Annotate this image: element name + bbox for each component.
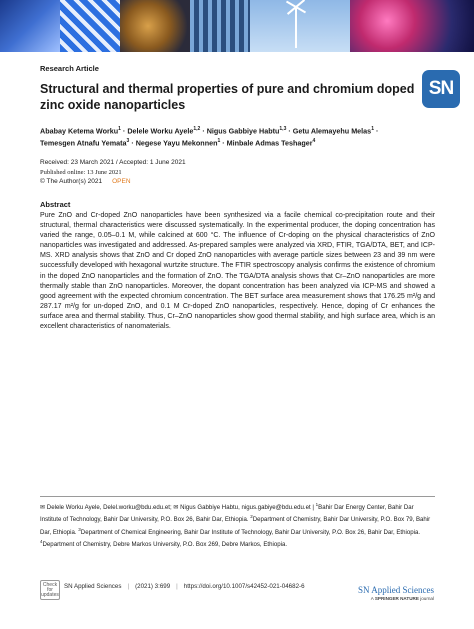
banner-image-4 [190,0,250,52]
author-name[interactable]: Getu Alemayehu Melas [292,126,372,136]
author-affiliation-mark: 1,2 [193,126,201,132]
published-date: Published online: 13 June 2021 [40,168,122,176]
banner-image-wind-turbine [250,0,350,52]
copyright-text: © The Author(s) 2021 [40,178,103,185]
journal-brand [334,585,434,601]
doi-link[interactable]: https://doi.org/10.1007/s42452-021-04682-6 [183,583,305,590]
copyright-line [40,177,186,187]
sn-journal-logo[interactable]: SN [422,70,460,108]
brand-subline: A SPRINGER NATURE journal [370,596,434,601]
author-name[interactable]: Ababay Ketema Worku [40,126,119,136]
author-affiliation-mark: 4 [312,138,316,145]
article-history [40,158,186,187]
banner-image-2 [60,0,120,52]
open-access-badge[interactable]: OPEN [112,178,131,185]
article-type: Research Article [40,64,99,73]
author-name[interactable]: Temesgen Atnafu Yemata [40,138,127,148]
affiliation-2: Department of Chemistry, Bahir Dar University, P.O. Box 79, Bahir Dar, Ethiopia. [40,516,431,536]
footnote-divider [40,496,435,497]
banner-image-6 [350,0,474,52]
author-affiliation-mark: 1 [371,126,374,132]
correspondence-footnote [40,500,435,549]
received-accepted-dates: Received: 23 March 2021 / Accepted: 1 June 2021 [40,159,186,166]
author-name[interactable]: Minbale Admas Teshager [226,138,313,148]
affiliation-4: Department of Chemistry, Debre Markos University, P.O. Box 269, Debre Markos, Ethiopia. [42,541,288,549]
check-for-updates-badge[interactable]: Check for updates [40,580,60,600]
affiliation-3: Department of Chemical Engineering, Bahir Dar Institute of Technology, Bahir Dar University, P.O. Box 26, Bahir Dar, Ethiopia. [80,528,421,536]
author-line-1: Ababay Ketema Worku$^1$ · Delele Worku Ayele$^{1,2}$ · Nigus Gabbiye Habtu$^{1,3}$ · Getu Alemayehu Melas$^1$ · [40,126,379,136]
author-affiliation-mark: 1 [118,126,121,132]
publisher-name: SPRINGER NATURE [374,596,419,601]
author-affiliation-mark: 1 [217,138,221,145]
abstract-text: Pure ZnO and Cr-doped ZnO nanoparticles have been synthesized via a facile chemical co-precipitation route and their structural, thermal characteristics were discussed systematically. In the experimental producer, the doping concentration has varied the range, 0.05–0.1 M, while calcined at 600 °C. The influence of Cr-doping on the physical characteristics of ZnO nanoparticles was investigated and addressed. As-prepared samples were analyzed via XRD, FTIR, TGA/DTA, BET, and ICP-MS. XRD analysis shows that ZnO and Cr doped ZnO nanoparticles with average particle sizes between 23 and 39 nm were successfully developed with hexagonal wurtzite structure. The FTIR spectroscopy analysis confirms the existence of chromium in the doped ZnO nanoparticles and the formation of ZnO. The TGA/DTA analysis shows that Cr–ZnO nanoparticles are more thermally stable than ZnO nanoparticles. Moreover, the dopant concentration has been analyzed via ICP-MS and showed a good agreement with the expected chromium concentration. The BET surface area measurement shows that 176.25 m²/g and 287.17 m²/g for un-doped ZnO, and 0.1 M Cr-doped ZnO nanoparticles, respectively. Hence, doping of Cr enhances the surface area and thermal stability. Thus, Cr–ZnO nanoparticles show good thermal stability, and high surface area, which is an excellent characteristics of nanomaterials. [40,212,435,331]
affiliation-mark: 1 [315,502,319,507]
banner-image-1 [0,0,60,52]
author-list [40,124,430,149]
affiliation-mark: 4 [40,538,43,544]
author-line-2: Temesgen Atnafu Yemata$^3$ · Negese Yayu Mekonnen$^1$ · Minbale Admas Teshager$^4$ [40,138,316,148]
brand-name: SN Applied Sciences [358,585,434,595]
affiliation-mark: 3 [78,526,81,532]
affiliation-1: Bahir Dar Energy Center, Bahir Dar Institute of Technology, Bahir Dar University, P.O. Box 26, Bahir Dar, Ethiopia. [40,504,414,524]
journal-name: SN Applied Sciences [64,583,122,590]
author-name[interactable]: Nigus Gabbiye Habtu [206,126,280,136]
author-affiliation-mark: 3 [126,138,130,145]
wind-turbine-icon [295,8,297,48]
journal-citation: SN Applied Sciences | (2021) 3:699 | https://doi.org/10.1007/s42452-021-04682-6 [64,583,305,590]
corresponding-authors[interactable]: ✉ Delele Worku Ayele, Delel.worku@bdu.edu.et; ✉ Nigus Gabbiye Habtu, nigus.gabiye@bdu.edu.et | [40,504,316,512]
header-banner [0,0,474,52]
affiliation-mark: 2 [250,514,253,520]
abstract-heading: Abstract [40,200,71,209]
banner-image-3 [120,0,190,52]
journal-volume: (2021) 3:699 [135,583,171,590]
author-name[interactable]: Negese Yayu Mekonnen [135,138,218,148]
author-name[interactable]: Delele Worku Ayele [127,126,194,136]
article-title: Structural and thermal properties of pure and chromium doped zinc oxide nanoparticles [40,82,415,112]
author-affiliation-mark: 1,3 [279,126,287,132]
